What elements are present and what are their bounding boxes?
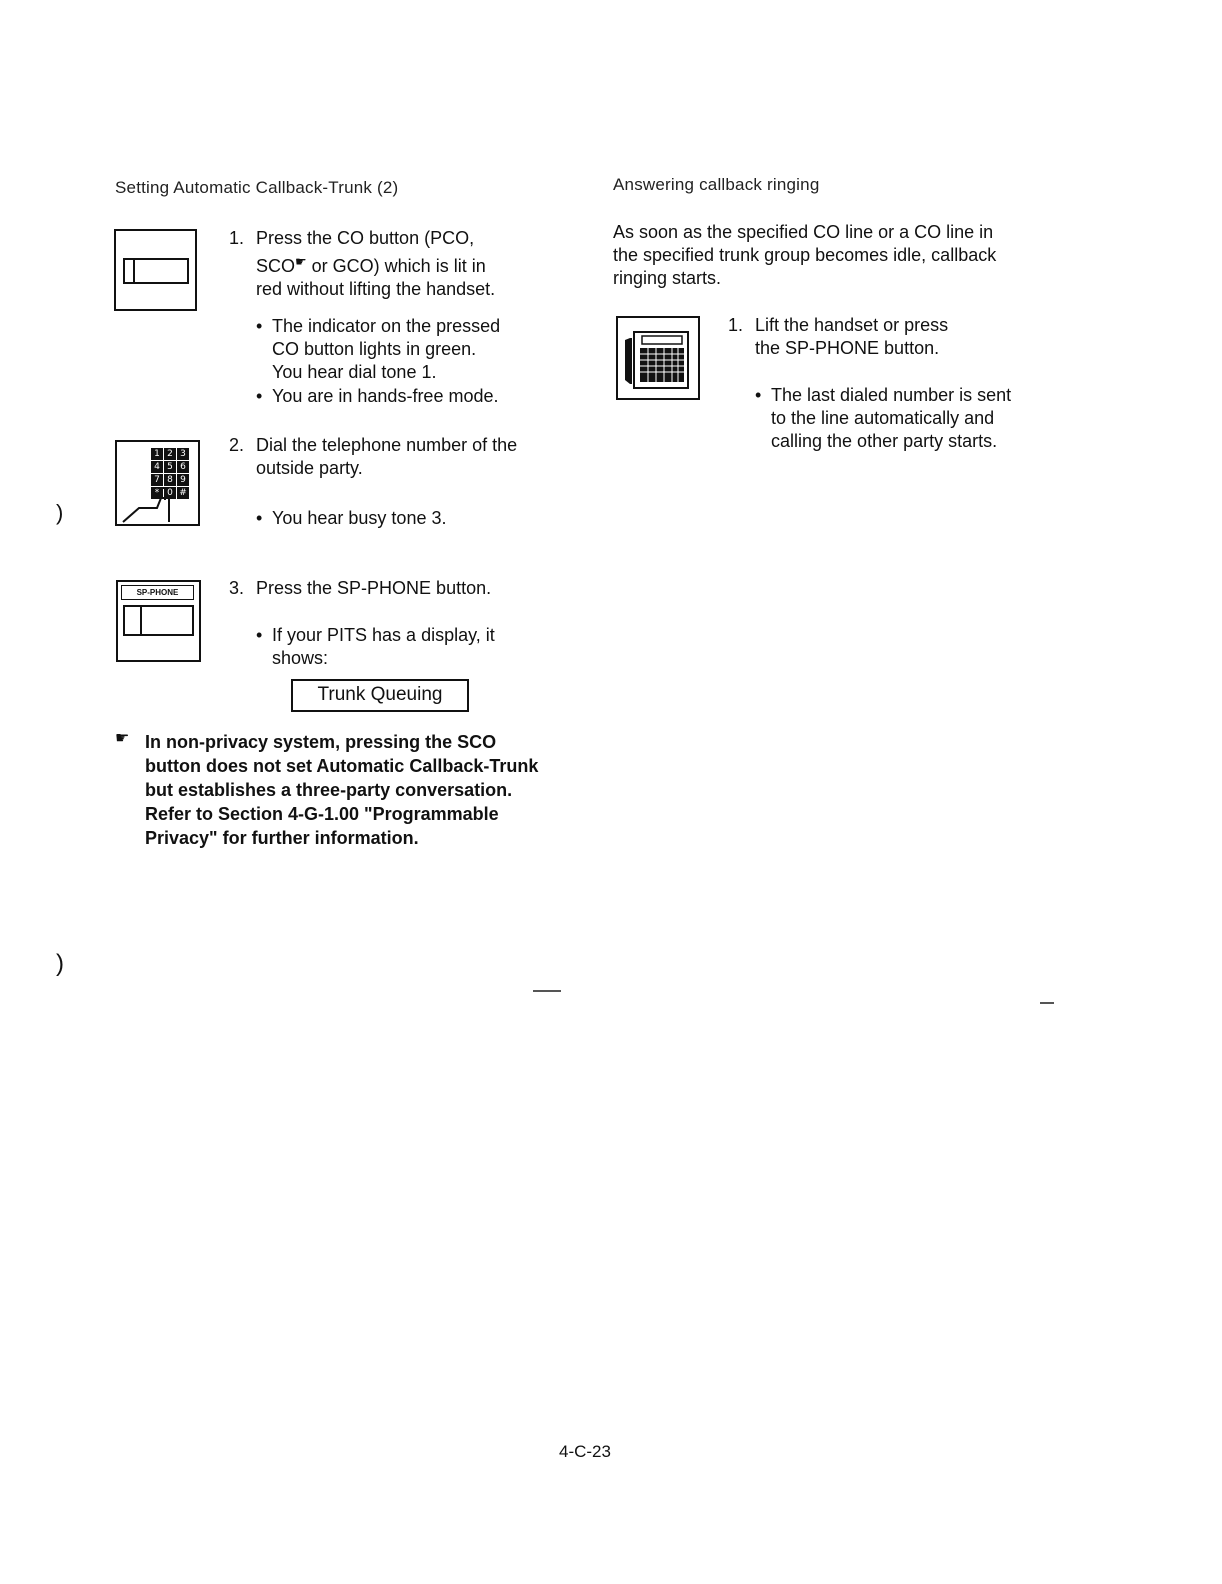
hand-icon — [117, 442, 198, 524]
step-2: 2. Dial the telephone number of the outside party. — [229, 435, 518, 478]
step-2-bullet: • You hear busy tone 3. — [256, 508, 447, 528]
keypad-key: 6 — [177, 461, 189, 473]
footnote: In non-privacy system, pressing the SCO button does not set Automatic Callback-Trunk but establishes a three-party conversation. Refer to Section 4-G-1.00 "Programmable Privacy" for further information. — [145, 732, 539, 848]
keypad-key: 3 — [177, 448, 189, 460]
keypad-key: 1 — [151, 448, 163, 460]
right-step-1-bullet: • The last dialed number is sent to the line automatically and calling the other party starts. — [755, 385, 1012, 451]
telephone-icon — [616, 316, 700, 400]
keypad-key: 7 — [151, 474, 163, 486]
display-readout: Trunk Queuing — [291, 679, 469, 712]
keypad-key: # — [177, 487, 189, 499]
step-3: 3. Press the SP-PHONE button. — [229, 578, 492, 598]
pointing-hand-icon: ☛ — [295, 254, 307, 269]
scan-mark — [1040, 1002, 1054, 1004]
telephone-drawing — [618, 318, 698, 398]
keypad-key: 9 — [177, 474, 189, 486]
keypad-key: 5 — [164, 461, 176, 473]
keypad-key: * — [151, 487, 163, 499]
scan-mark: ) — [56, 950, 64, 977]
section-heading-answering: Answering callback ringing — [613, 175, 820, 194]
keypad-key: 4 — [151, 461, 163, 473]
step-1-bullet-2: • You are in hands-free mode. — [256, 386, 499, 406]
scan-mark — [533, 990, 561, 992]
step-1-bullet-1: • The indicator on the pressed CO button lights in green. You hear dial tone 1. — [256, 316, 501, 382]
keypad-key: 8 — [164, 474, 176, 486]
page-number: 4-C-23 — [559, 1442, 611, 1461]
keypad-key: 2 — [164, 448, 176, 460]
scan-mark: ) — [56, 500, 64, 525]
keypad-key: 0 — [164, 487, 176, 499]
step-3-bullet: • If your PITS has a display, it shows: — [256, 625, 495, 668]
right-step-1: 1. Lift the handset or press the SP-PHONE button. — [728, 315, 949, 358]
intro-paragraph: As soon as the specified CO line or a CO line in the specified trunk group becomes idle, callback ringing starts. — [613, 222, 997, 288]
section-heading-setting: Setting Automatic Callback-Trunk (2) — [115, 178, 399, 197]
keypad-icon — [115, 440, 200, 526]
sp-phone-button-icon: SP-PHONE — [116, 580, 201, 662]
pointing-hand-icon: ☛ — [115, 730, 130, 747]
step-1: 1. Press the CO button (PCO, SCO☛ or GCO) which is lit in red without lifting the handset. — [229, 228, 496, 299]
co-button-icon — [114, 229, 197, 311]
